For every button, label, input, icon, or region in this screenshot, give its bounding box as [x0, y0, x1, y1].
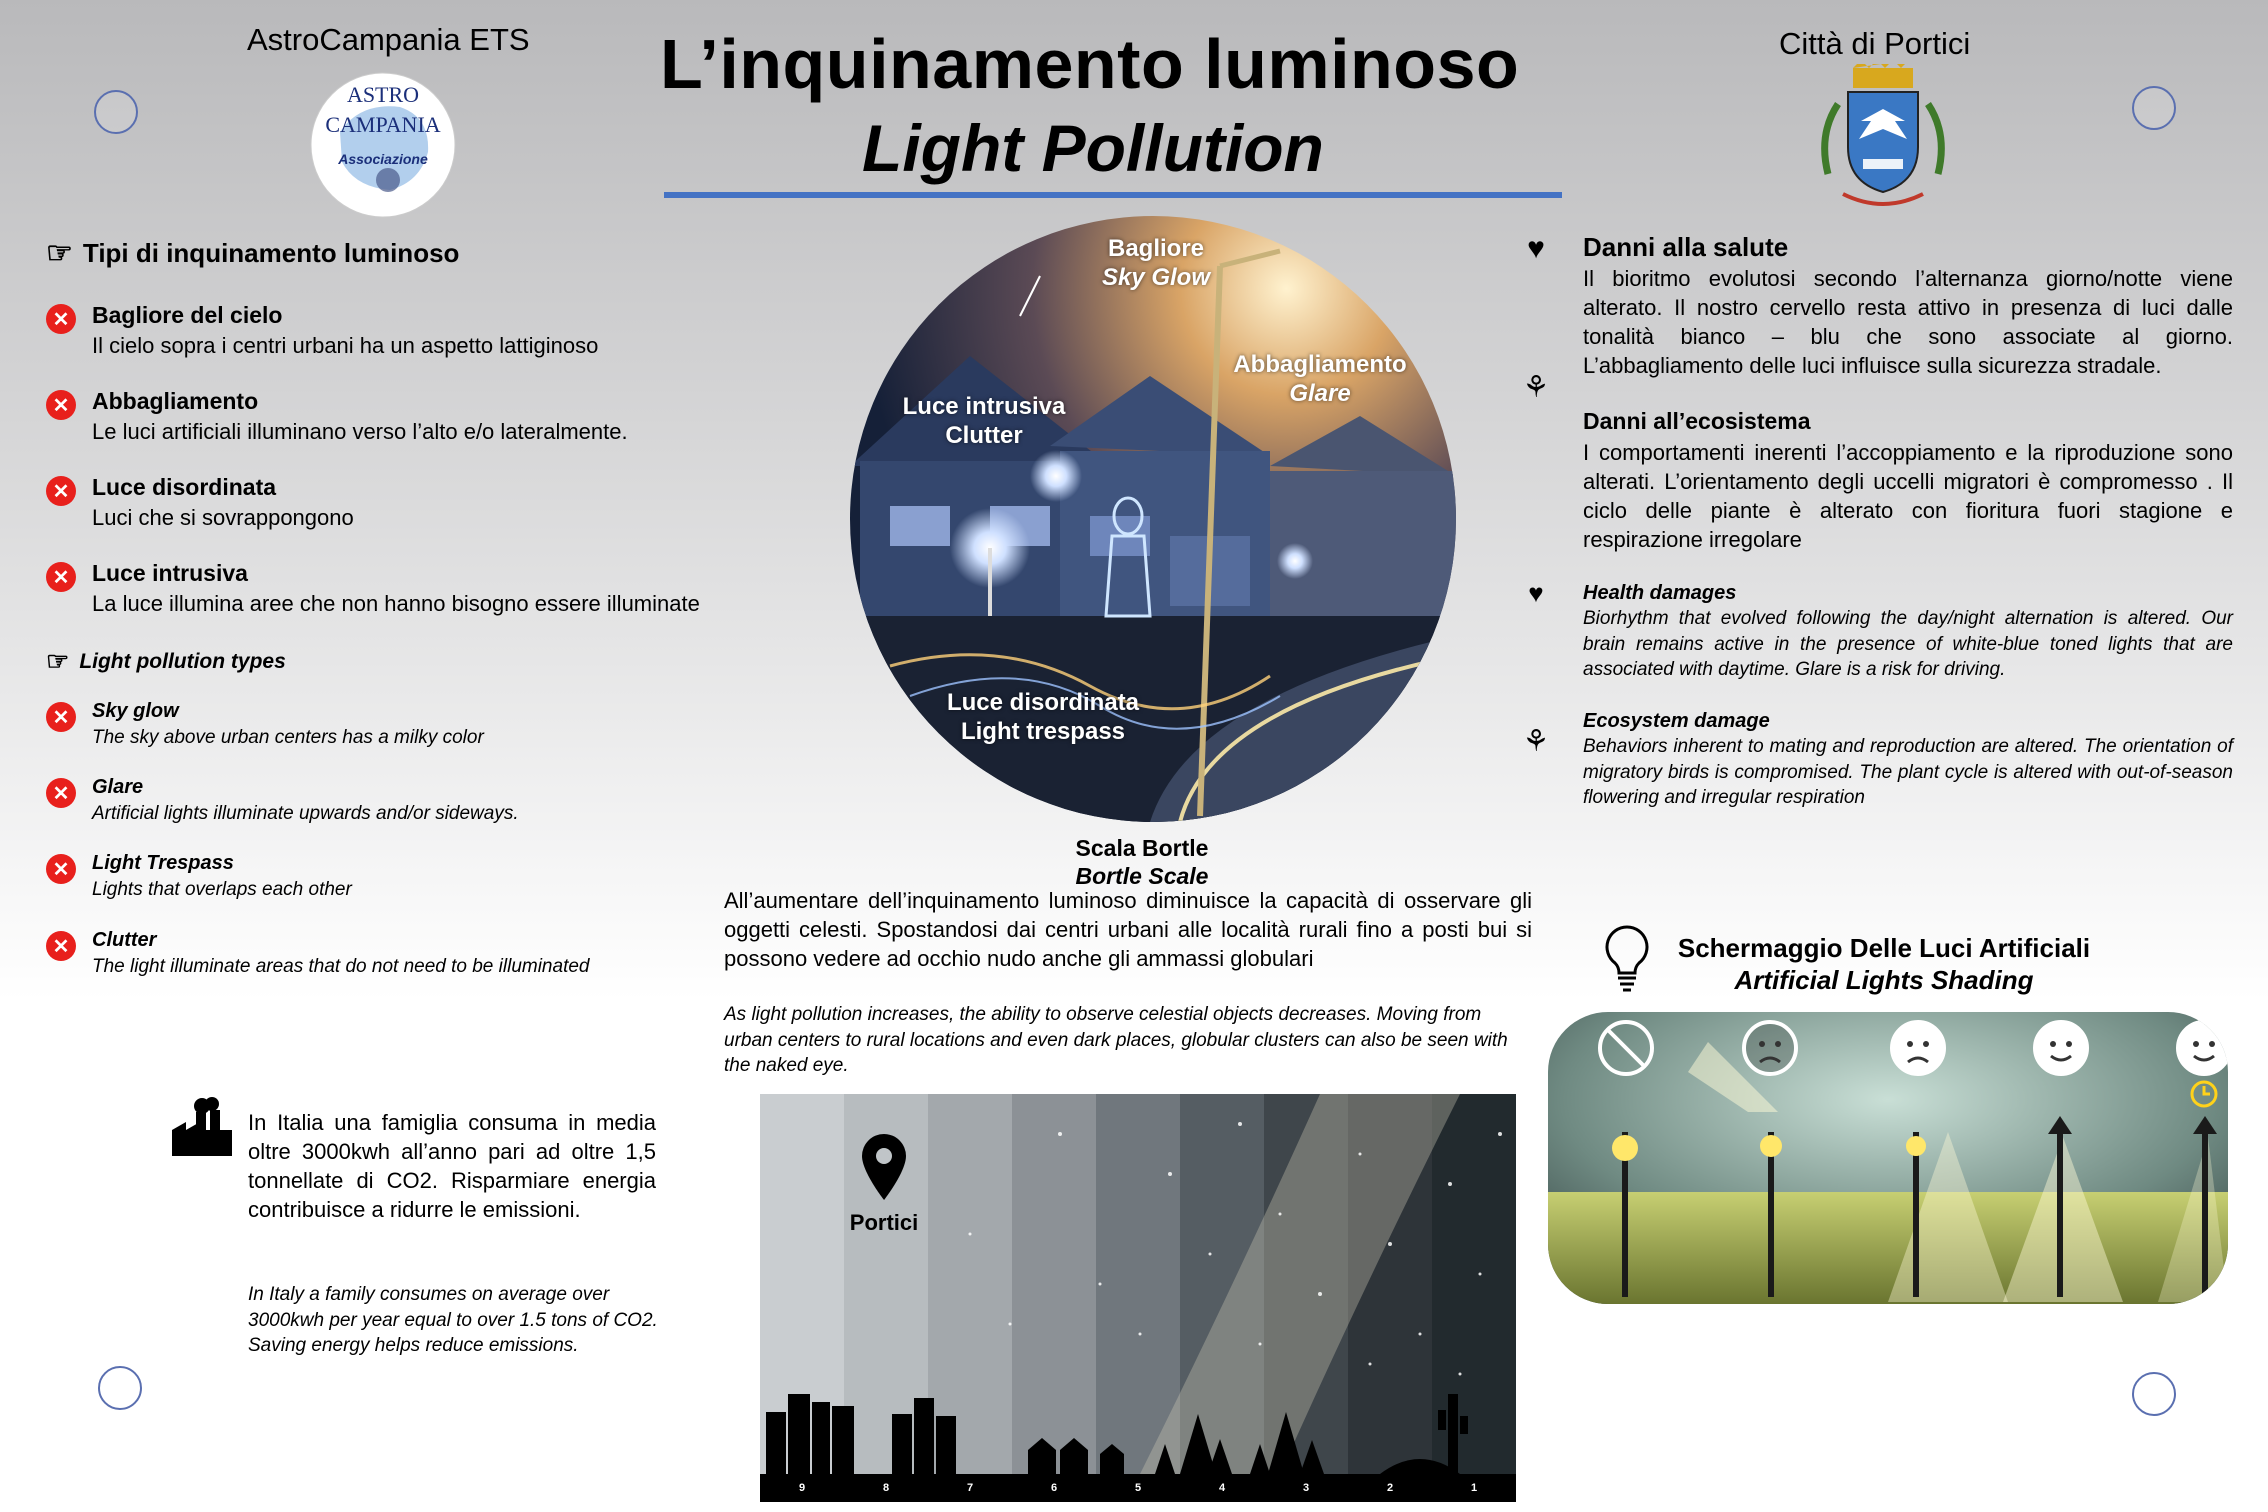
energy-body-it: In Italia una famiglia consuma in media oltre 3000kwh all’anno pari ad oltre 1,5 tonnellate di CO2. Risparmiare energia contribuisce a ridurre le emissioni.	[248, 1110, 656, 1222]
item-title: Glare	[92, 776, 144, 798]
logo-text-associazione: Associazione	[338, 151, 428, 167]
x-icon: ✕	[46, 304, 76, 334]
decor-ring	[94, 90, 138, 134]
list-item	[46, 776, 519, 825]
list-item	[46, 929, 589, 978]
types-it-heading	[46, 236, 459, 271]
bortle-scale-tick: 9	[798, 1482, 806, 1494]
flower-icon: ⚘	[1522, 725, 1550, 758]
factory-icon	[172, 1096, 234, 1156]
label-trespass	[928, 688, 1158, 746]
item-title: Bagliore del cielo	[92, 302, 283, 328]
item-desc: Le luci artificiali illuminano verso l’alto e/o lateralmente.	[92, 419, 628, 444]
left-org-name: AstroCampania ETS	[247, 22, 530, 57]
shading-illustration	[1548, 1012, 2228, 1304]
list-item	[46, 388, 628, 445]
item-title: Luce disordinata	[92, 474, 277, 500]
bortle-scale-tick: 3	[1302, 1482, 1310, 1494]
heart-pulse-icon: ♥	[1527, 232, 1545, 265]
x-icon: ✕	[46, 702, 76, 732]
item-desc: La luce illumina aree che non hanno bisogno essere illuminate	[92, 591, 700, 616]
map-pin-icon	[862, 1134, 906, 1200]
eco-it-title: Danni all’ecosistema	[1583, 408, 1811, 434]
x-icon: ✕	[46, 476, 76, 506]
logo-text-campania: CAMPANIA	[325, 112, 441, 137]
shading-heading	[1664, 932, 2104, 996]
label-trespass-en: Light trespass	[960, 718, 1126, 745]
list-item	[46, 474, 354, 531]
label-clutter	[886, 392, 1082, 450]
list-item	[46, 560, 700, 617]
item-title: Luce intrusiva	[92, 560, 248, 586]
bortle-heading	[1040, 834, 1244, 890]
bortle-title-it: Scala Bortle	[1075, 835, 1209, 861]
item-title: Clutter	[92, 929, 157, 951]
bortle-scale-tick: 6	[1050, 1482, 1058, 1494]
item-desc: Il cielo sopra i centri urbani ha un aspetto lattiginoso	[92, 333, 599, 358]
astrocampania-logo	[310, 72, 456, 218]
decor-ring	[98, 1366, 142, 1410]
light-pollution-illustration	[850, 216, 1456, 822]
logo-text-astro: ASTRO	[346, 82, 420, 107]
label-trespass-it: Luce disordinata	[946, 689, 1140, 716]
health-en-body: Biorhythm that evolved following the day/night alternation is altered. Our brain remains active in the presence of white-blue toned lights that are associated with daytime. Glare is a risk for driving.	[1583, 608, 2233, 680]
health-it-title: Danni alla salute	[1583, 232, 1789, 262]
item-desc: Luci che si sovrappongono	[92, 505, 354, 530]
label-skyglow-en: Sky Glow	[1101, 264, 1211, 291]
bortle-scale-image	[760, 1094, 1516, 1502]
lightbulb-icon	[1602, 924, 1652, 994]
decor-ring	[2132, 86, 2176, 130]
page-title: L’inquinamento luminoso	[660, 25, 1520, 103]
item-title: Light Trespass	[92, 852, 234, 874]
right-org-name: Città di Portici	[1779, 26, 1971, 61]
bortle-scale-tick: 8	[882, 1482, 890, 1494]
item-desc: The sky above urban centers has a milky color	[92, 727, 484, 748]
bortle-scale-tick: 4	[1218, 1482, 1226, 1494]
label-clutter-it: Luce intrusiva	[902, 393, 1066, 420]
bortle-scale-tick: 7	[966, 1482, 974, 1494]
energy-body-en: In Italy a family consumes on average over 3000kwh per year equal to over 1.5 tons of CO2. Saving energy helps reduce emissions.	[248, 1284, 658, 1356]
bortle-scale-axis	[760, 1474, 1516, 1502]
label-skyglow	[1076, 234, 1236, 292]
flower-icon: ⚘	[1522, 371, 1550, 404]
pointing-hand-icon: ☞	[46, 237, 73, 270]
x-icon: ✕	[46, 562, 76, 592]
label-glare-en: Glare	[1289, 380, 1351, 407]
bortle-scale-tick: 1	[1470, 1482, 1478, 1494]
decor-ring	[2132, 1372, 2176, 1416]
bortle-title-en: Bortle Scale	[1075, 863, 1209, 889]
label-glare	[1222, 350, 1418, 408]
x-icon: ✕	[46, 854, 76, 884]
title-underline	[664, 192, 1562, 198]
item-title: Sky glow	[92, 700, 179, 722]
shading-title-en: Artificial Lights Shading	[1734, 965, 2034, 995]
heart-pulse-icon: ♥	[1528, 578, 1544, 608]
types-it-heading-text: Tipi di inquinamento luminoso	[82, 238, 460, 268]
item-desc: Lights that overlaps each other	[92, 879, 352, 900]
x-icon: ✕	[46, 931, 76, 961]
shading-title-it: Schermaggio Delle Luci Artificiali	[1677, 933, 2091, 963]
list-item	[46, 302, 598, 359]
label-glare-it: Abbagliamento	[1233, 351, 1407, 378]
bortle-scale-tick: 5	[1134, 1482, 1142, 1494]
eco-it-body: I comportamenti inerenti l’accoppiamento e la riproduzione sono alterati. L’orientamento degli uccelli migratori è compromesso . Il ciclo delle piante è alterato con fioritura fuori stagione e respirazione irregolare	[1583, 440, 2233, 552]
page-subtitle: Light Pollution	[862, 111, 1324, 185]
item-desc: Artificial lights illuminate upwards and/or sideways.	[92, 803, 519, 824]
label-skyglow-it: Bagliore	[1107, 235, 1205, 262]
item-title: Abbagliamento	[92, 388, 259, 414]
types-en-heading-text: Light pollution types	[79, 649, 286, 673]
bortle-scale-tick: 2	[1386, 1482, 1394, 1494]
health-en-title: Health damages	[1583, 582, 1737, 604]
list-item	[46, 852, 352, 901]
x-icon: ✕	[46, 390, 76, 420]
list-item	[46, 700, 484, 749]
eco-en-title: Ecosystem damage	[1583, 710, 1770, 732]
bortle-body-en: As light pollution increases, the ability to observe celestial objects decreases. Moving from urban centers to rural locations and even dark places, globular clusters can also be seen with the naked eye.	[724, 1004, 1508, 1076]
x-icon: ✕	[46, 778, 76, 808]
types-en-heading	[46, 646, 286, 677]
label-clutter-en: Clutter	[945, 422, 1023, 449]
bortle-marker-label: Portici	[849, 1210, 919, 1235]
health-it-body: Il bioritmo evolutosi secondo l’alternanza giorno/notte viene alterato. Il nostro cervello resta attivo in presenza di luci dalle tonalità bianco – blu che sono associate al giorno. L’abbagliamento delle luci influisce sulla sicurezza stradale.	[1583, 266, 2233, 378]
eco-en-body: Behaviors inherent to mating and reproduction are altered. The orientation of migratory birds is compromised. The plant cycle is altered with out-of-season flowering and irregular respiration	[1583, 736, 2233, 808]
bortle-body-it: All’aumentare dell’inquinamento luminoso diminuisce la capacità di osservare gli oggetti celesti. Spostandosi dai centri urbani alle località rurali fino a posti bui si possono vedere ad occhio nudo anche gli ammassi globulari	[724, 888, 1532, 971]
item-desc: The light illuminate areas that do not need to be illuminated	[92, 956, 590, 977]
portici-coat-of-arms	[1808, 64, 1958, 214]
pointing-hand-icon: ☞	[46, 646, 70, 676]
